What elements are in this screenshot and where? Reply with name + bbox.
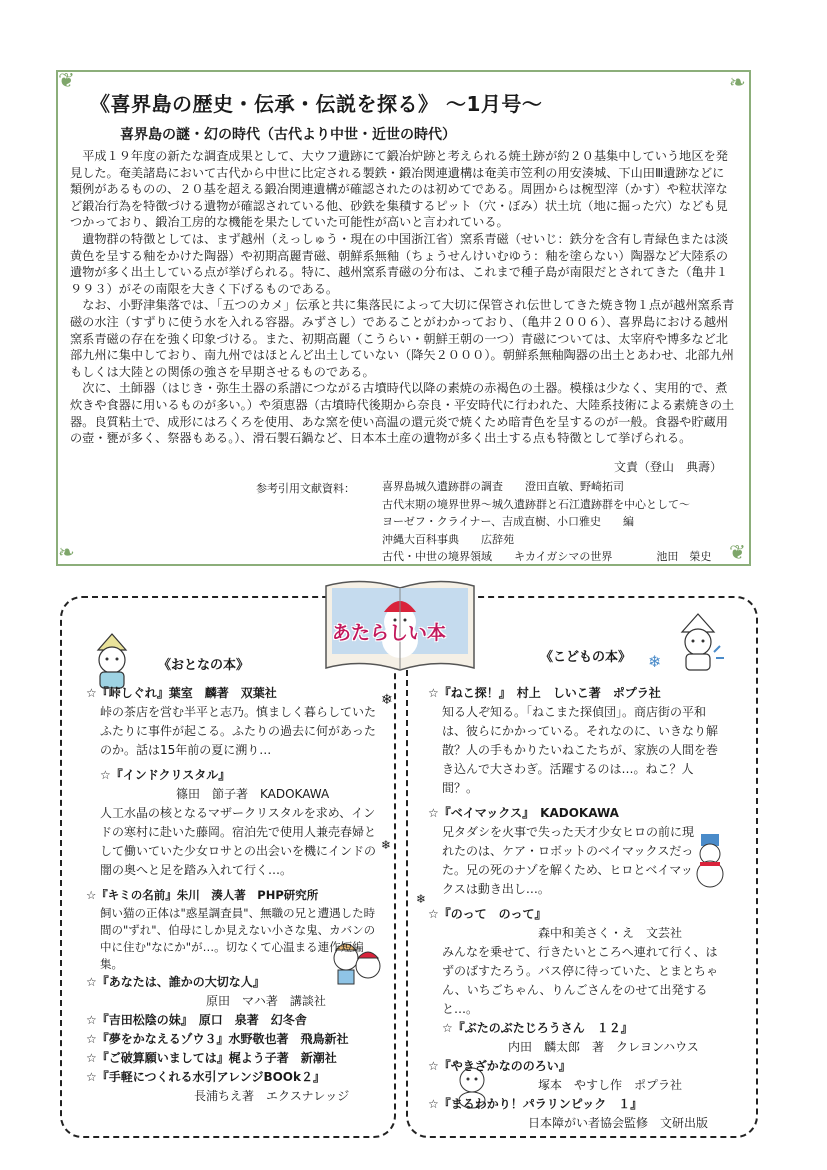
- article-paragraph: 次に、土師器（はじき・弥生土器の系譜につながる古墳時代以降の素焼の赤褐色の土器。模様は少なく、実用的で、煮炊きや食器に用いるものが多い。）や須恵器（古墳時代後期から奈良・平安時代に行われた、大陸系技術による素焼きの土器。良質粘土で、成形にはろくろを使用、あな窯を使い高温の還元炎で焼くため暗青色を呈するのが一般。食器や貯蔵用の壺・甕が多く、祭器もある。）、滑石製石鍋など、日本本土産の遺物が多く出土する点も特徴として挙げられる。: [70, 381, 735, 446]
- book-author: 内田 麟太郎 著 クレヨンハウス: [508, 1040, 699, 1054]
- vine-ornament-icon: ❧: [729, 70, 746, 94]
- article-subtitle: 喜界島の謎・幻の時代（古代より中世・近世の時代）: [120, 127, 456, 143]
- book-title: ☆『やきざかなののろい』: [428, 1059, 571, 1073]
- kids-books-list: [428, 684, 724, 1133]
- reference-item: 喜界島城久遺跡群の調査 澄田直敏、野崎拓司: [382, 480, 624, 493]
- book-title: ☆『ご破算願いましては』梶よう子著 新潮社: [86, 1051, 337, 1065]
- article-paragraph: 平成１９年度の新たな調査成果として、大ウフ遺跡にて鍛冶炉跡と考えられる焼土跡が約２０基集中していう地区を発見した。奄美諸島において古代から中世に比定される製鉄・鍛冶関連遺構は奄美市笠利の用安湊城、下山田Ⅲ遺跡などに類例があるものの、２０基を超える鍛冶関連遺構が確認されたのは初めてである。周囲からは椀型滓（かす）や粒状滓など鍛冶行為を特徴づける遺物が確認されている他、砂鉄を集積するピット（穴・ぼみ）状土坑（地に掘った穴）なども見つかっており、鍛冶工房的な機能を果たしていた可能性が高いと言われている。: [70, 149, 728, 230]
- book-description: 知る人ぞ知る。「ねこまた探偵団」。商店街の平和は、彼らにかかっている。それなのに、いきなり解散？人の手もかりたいねこたちが、家族の人間を巻き込んで大さわぎ。活躍するのは…。ねこ？人間？。: [442, 705, 719, 795]
- book-title: ☆『まるわかり！パラリンピック １』: [428, 1097, 643, 1111]
- book-title: ☆『キミの名前』朱川 湊人著 PHP研究所: [86, 888, 319, 902]
- kids-books-heading: 《こどもの本》: [540, 650, 632, 665]
- reference-item: 古代末期の境界世界～城久遺跡群と石江遺跡群を中心として～: [382, 497, 690, 511]
- book-author: 塚本 やすし作 ポプラ社: [538, 1078, 683, 1092]
- book-author: 日本障がい者協会監修 文研出版: [528, 1116, 709, 1130]
- adult-books-heading: 《おとなの本》: [158, 658, 250, 673]
- page-title: 《喜界島の歴史・伝承・伝説を探る》 ～1月号～: [90, 92, 543, 116]
- author-credit: 文責（登山 典壽）: [614, 460, 723, 474]
- adult-books-list: [86, 684, 382, 1106]
- snowflake-icon: ❄: [648, 652, 662, 671]
- references-list: [382, 478, 711, 566]
- reference-item: ヨーゼフ・クライナー、吉成直樹、小口雅史 編: [382, 515, 635, 528]
- book-description: 兄タダシを火事で失った天才少女ヒロの前に現れたのは、ケア・ロボットのベイマックスだった。兄の死のナゾを解くため、ヒロとベイマックスは動き出し…。: [442, 825, 695, 896]
- book-title: ☆『夢をかなえるゾウ３』水野敬也著 飛鳥新社: [86, 1032, 349, 1046]
- book-description: みんなを乗せて、行きたいところへ連れて行く、はずのばすたろう。バス停に待っていた、とまとちゃん、いちごちゃん、りんごさんをのせて出発すると…。: [442, 945, 719, 1016]
- book-title: ☆『ベイマックス』 KADOKAWA: [428, 806, 619, 820]
- book-author: 原田 マハ著 講談社: [206, 994, 326, 1008]
- book-title: ☆『峠しぐれ』葉室 麟著 双葉社: [86, 686, 277, 700]
- vine-ornament-icon: ❦: [729, 540, 746, 564]
- book-description: 人工水晶の核となるマザークリスタルを求め、インドの寒村に赴いた藤岡。宿泊先で使用人兼売春婦として働いていた少女ロサとの出会いを機にインドの闇の奥へと足を踏み入れて行く…。: [100, 806, 377, 877]
- book-title: ☆『手軽につくれる水引アレンジBOOk２』: [86, 1070, 325, 1084]
- vine-ornament-icon: ❦: [58, 68, 75, 92]
- book-author: 森中和美さく・え 文芸社: [538, 926, 683, 940]
- article-paragraph: なお、小野津集落では、「五つのカメ」伝承と共に集落民によって大切に保管され伝世してきた焼き物１点が越州窯系青磁の水注（すずりに使う水を入れる容器。みずさし）であることがわかっており、（亀井２００６）、喜界島における越州窯系青磁の存在を強く印象づける。また、初期高麗（こうらい・朝鮮王朝の一つ）青磁については、太宰府や博多など北部九州に集中しており、南九州ではほとんど出土していない（降矢２０００）。朝鮮系無釉陶器の出土とあわせ、北部九州もしくは大陸との関係の強さを早期させるものである。: [70, 298, 735, 379]
- banner-label: あたらしい本: [332, 622, 447, 644]
- book-title: ☆『のって のって』: [428, 907, 547, 921]
- book-description: 飼い猫の正体は"惑星調査員"、無職の兄と遭遇した時間の"ずれ"、伯母にしか見えない小さな鬼、カバンの中に住む"なにか"が…。切なくて心温まる連作短編集。: [100, 906, 376, 971]
- book-title: ☆『ぶたのぶたじろうさん １２』: [442, 1021, 633, 1035]
- book-title: ☆『あなたは、誰かの大切な人』: [86, 975, 265, 989]
- reference-item: 古代・中世の境界領域 キカイガシマの世界 池田 榮史: [382, 550, 712, 563]
- vine-ornament-icon: ❧: [58, 540, 75, 564]
- snowflake-icon: ❄: [381, 838, 392, 852]
- snowman-kid-icon: [668, 612, 728, 678]
- book-author: 長浦ちえ著 エクスナレッジ: [194, 1089, 350, 1103]
- book-title: ☆『ねこ探！』 村上 しいこ著 ポプラ社: [428, 686, 661, 700]
- reference-item: 沖縄大百科事典 広辞苑: [382, 532, 514, 546]
- book-title: ☆『吉田松陰の妹』 原口 泉著 幻冬舎: [86, 1013, 307, 1027]
- article-body: [70, 148, 736, 447]
- book-author: 篠田 節子著 KADOKAWA: [176, 787, 330, 801]
- snowflake-icon: ❄: [416, 892, 427, 906]
- snowflake-icon: ❄: [381, 692, 393, 708]
- book-title: ☆『インドクリスタル』: [100, 768, 231, 782]
- references-label: 参考引用文献資料：: [256, 482, 355, 495]
- article-paragraph: 遺物群の特徴としては、まず越州（えっしゅう・現在の中国浙江省）窯系青磁（せいじ：鉄分を含有し青緑色または淡黄色を呈する釉をかけた陶器）や初期高麗青磁、朝鮮系無釉（ちょうせんけいむゆう：釉を塗らない）陶器など大陸系の遺物が多く出土している点が挙げられる。特に、越州窯系青磁の分布は、これまで種子島が南限だとされてきた（亀井１９９３）がその南限を大きく下げるものである。: [70, 231, 729, 296]
- book-description: 峠の茶店を営む半平と志乃。慎ましく暮らしていたふたりに事件が起こる。ふたりの過去に何があったのか。話は15年前の夏に溯り…: [100, 705, 377, 757]
